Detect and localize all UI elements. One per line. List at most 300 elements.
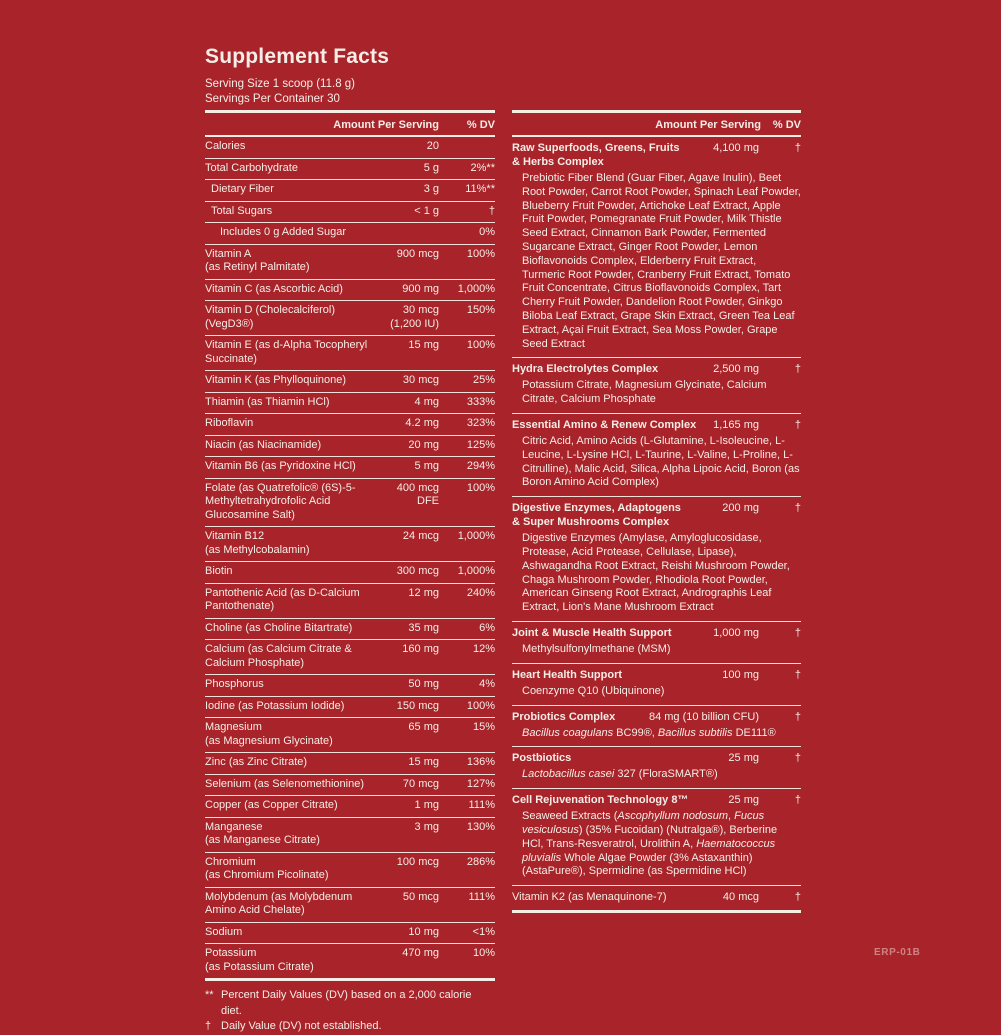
nutrient-name (205, 339, 408, 366)
complex-name-line: & Herbs Complex (512, 156, 604, 168)
nutrient-name (205, 856, 397, 883)
nutrient-row (205, 697, 495, 719)
complex-name-line: Probiotics Complex (512, 710, 616, 723)
ingredient-text: Digestive Enzymes (Amylase, Amyloglucosidase, Protease, Acid Protease, Cellulase, Lipase), Ashwagandha Root Extract, Reishi Mushroom Powder, Chaga Mushroom Powder, Rhodiola Root Powder, American Ginseng Root Extract, Andrographis Leaf Extract, Lion's Mane Mushroom Extract (522, 532, 790, 614)
nutrient-name-line: Selenium (as Selenomethionine) (205, 777, 364, 790)
complex-name (512, 362, 713, 376)
complex-ingredients (512, 682, 801, 699)
nutrient-amount (402, 643, 439, 657)
complex-dv: † (794, 418, 801, 431)
complex-name (512, 890, 723, 904)
nutrient-amount (414, 205, 439, 219)
nutrient-amount (390, 304, 439, 331)
nutrient-amount (408, 721, 439, 735)
complex-name (512, 710, 649, 724)
nutrient-name-line: Vitamin B12 (205, 530, 265, 542)
nutrient-dv: 240% (466, 586, 495, 599)
nutrient-dv: 11%** (465, 183, 495, 195)
complex-dv: † (794, 626, 801, 639)
complex-block (512, 789, 801, 886)
nutrient-dv: 100% (466, 481, 495, 494)
complex-dv: † (794, 502, 801, 515)
nutrient-row (205, 280, 495, 302)
nutrient-amount (405, 417, 439, 431)
nutrient-name-line: Vitamin D (Cholecalciferol) (205, 304, 336, 316)
nutrient-name-line: Niacin (as Niacinamide) (205, 438, 322, 451)
right-column (512, 45, 801, 1035)
complex-name-line: Cell Rejuvenation Technology 8™ (512, 794, 689, 807)
amount-per-serving-header: Amount Per Serving (333, 119, 439, 131)
ingredient-text: Prebiotic Fiber Blend (Guar Fiber, Agave Inulin), Beet Root Powder, Carrot Root Powder, Spinach Leaf Powder, Blueberry Fruit Powder, Artichoke Leaf Extract, Apple Fruit Powder, Pomegranate Fruit Powder, Milk Thistle Seed Extract, Cinnamon Bark Powder, Fermented Sugarcane Extract, Ginger Root Powder, Lemon Bioflavonoids Complex, Elderberry Fruit Extract, Turmeric Root Powder, Cranberry Fruit Extract, Tomato Fruit Concentrate, Citrus Bioflavonoids Complex, Tart Cherry Fruit Powder, Dandelion Root Powder, Ginkgo Biloba Leaf Extract, Grape Skin Extract, Green Tea Leaf Extract, Açaí Fruit Extract, Sea Moss Powder, Grape Seed Extract (522, 172, 801, 350)
complex-row (512, 710, 801, 724)
complex-dv: † (794, 363, 801, 376)
ingredient-text: Potassium Citrate, Magnesium Glycinate, Calcium Citrate, Calcium Phosphate (522, 379, 767, 406)
nutrient-dv: 100% (466, 247, 495, 260)
nutrient-name-line: Manganese (205, 820, 263, 833)
right-table-header (512, 113, 801, 137)
nutrient-amount-line: 10 mg (408, 925, 439, 938)
nutrient-name-line: Sodium (205, 925, 243, 938)
nutrient-dv: 4% (479, 678, 495, 690)
nutrient-amount-line: 70 mcg (402, 777, 439, 790)
complex-name (512, 668, 722, 682)
complex-ingredients (512, 724, 801, 741)
nutrient-name (205, 205, 414, 219)
complex-ingredients (512, 376, 801, 407)
complex-amount: 84 mg (10 billion CFU) (648, 710, 759, 723)
nutrient-amount-line: 5 g (423, 161, 439, 174)
nutrient-name (205, 700, 397, 714)
ingredient-text: Seaweed Extracts ( (522, 810, 618, 823)
nutrient-dv: 1,000% (457, 530, 495, 542)
supplement-facts-panel (205, 45, 801, 1035)
complex-name-line: Vitamin K2 (as Menaquinone-7) (512, 891, 667, 904)
nutrient-name-line: Pantothenic Acid (as D-Calcium (205, 586, 360, 599)
nutrient-row (205, 796, 495, 818)
nutrient-amount-line: 900 mcg (396, 247, 439, 260)
nutrient-amount-line: 20 (426, 140, 439, 152)
nutrient-name-line: (as Manganese Citrate) (205, 834, 320, 846)
complex-name-line: & Super Mushrooms Complex (512, 516, 670, 529)
ingredient-text: Methylsulfonylmethane (MSM) (522, 642, 671, 655)
footnote (205, 988, 495, 1019)
nutrient-amount (397, 700, 439, 714)
nutrient-name (205, 778, 403, 792)
complex-dv: † (794, 142, 801, 154)
nutrient-name (205, 140, 427, 154)
nutrient-name-line: Calcium (as Calcium Citrate & (205, 643, 352, 655)
nutrient-row (205, 775, 495, 797)
nutrient-row (205, 414, 495, 436)
nutrient-dv: 136% (466, 756, 495, 768)
nutrient-amount (408, 587, 439, 601)
nutrient-name (205, 417, 405, 431)
complex-row (512, 751, 801, 765)
complex-dv: † (794, 668, 801, 681)
nutrient-amount (397, 482, 439, 509)
nutrient-dv: 1,000% (457, 282, 495, 295)
nutrient-amount-line: 400 mcg (396, 481, 439, 494)
nutrient-name (205, 678, 408, 692)
nutrient-dv: 130% (466, 820, 495, 833)
complex-amount: 200 mg (722, 502, 759, 515)
nutrient-amount-line: 15 mg (408, 339, 439, 351)
nutrient-amount (424, 162, 439, 176)
nutrient-row (205, 393, 495, 415)
nutrient-row (205, 818, 495, 853)
nutrient-amount (403, 374, 439, 388)
nutrient-row (205, 853, 495, 888)
ingredient-text: ) (35% Fucoidan) (Nutralga®), Berberine HCl, Trans-Resveratrol, Urolithin A, (522, 823, 778, 850)
nutrient-name (205, 926, 408, 940)
nutrient-row (205, 159, 495, 181)
nutrient-name (205, 248, 397, 275)
complex-ingredients (512, 432, 801, 490)
ingredient-text: DE111® (732, 726, 776, 739)
complex-row (512, 141, 801, 169)
complex-row (512, 793, 801, 807)
nutrient-dv: 100% (466, 699, 495, 712)
complex-dv: † (794, 752, 801, 765)
nutrient-name (205, 756, 408, 770)
nutrient-name-line: Vitamin K (as Phylloquinone) (205, 374, 347, 386)
nutrient-dv: 125% (466, 438, 495, 451)
complex-amount: 4,100 mg (713, 142, 759, 154)
complex-ingredients (512, 765, 801, 782)
nutrient-amount (397, 565, 439, 579)
nutrient-dv: † (488, 204, 495, 217)
nutrient-name (205, 622, 408, 636)
complex-block (512, 497, 801, 622)
nutrient-amount-line: 900 mg (402, 282, 439, 295)
footnote-text: Daily Value (DV) not established. (221, 1020, 382, 1032)
nutrient-row (205, 301, 495, 336)
nutrient-dv: 10% (472, 947, 495, 959)
nutrient-name-line: Vitamin A (205, 247, 252, 260)
nutrient-table (205, 137, 495, 978)
complex-name-line: Joint & Muscle Health Support (512, 626, 672, 639)
nutrient-row (205, 562, 495, 584)
percent-dv-header: % DV (772, 119, 801, 131)
nutrient-amount-line: DFE (417, 495, 439, 507)
footnote-marker: ** (205, 989, 214, 1001)
nutrient-dv: 286% (466, 855, 495, 868)
nutrient-dv: 6% (479, 621, 495, 634)
nutrient-row (205, 245, 495, 280)
nutrient-name-line: Zinc (as Zinc Citrate) (205, 756, 308, 768)
nutrient-name (205, 565, 397, 579)
ingredient-text: BC99®, (613, 726, 658, 739)
complex-amount: 25 mg (728, 794, 759, 807)
complex-amount: 25 mg (728, 752, 759, 765)
nutrient-row (205, 479, 495, 528)
nutrient-name-line: (as Magnesium Glycinate) (205, 734, 333, 747)
nutrient-name (205, 821, 415, 848)
nutrient-amount-line: 35 mg (408, 621, 439, 634)
nutrient-name (205, 460, 415, 474)
nutrient-amount-line: 50 mg (408, 678, 439, 690)
complex-block (512, 414, 801, 497)
nutrient-amount-line: 20 mg (408, 438, 439, 451)
complex-row (512, 362, 801, 376)
nutrient-amount (415, 396, 439, 410)
product-code: ERP-01B (874, 947, 921, 958)
complex-dv: † (794, 794, 801, 807)
nutrient-name-line: Total Sugars (211, 204, 273, 217)
nutrient-amount (402, 283, 439, 297)
nutrient-name (205, 162, 424, 176)
nutrient-amount-line: 12 mg (408, 586, 439, 599)
nutrient-amount (415, 821, 439, 835)
nutrient-name-line: Iodine (as Potassium Iodide) (205, 699, 345, 712)
nutrient-row (205, 137, 495, 159)
complex-name-line: Essential Amino & Renew Complex (512, 418, 697, 431)
nutrient-amount (403, 778, 439, 792)
divider-thick (205, 978, 495, 981)
ingredient-text: 327 (FloraSMART®) (614, 768, 718, 781)
nutrient-dv: 0% (479, 226, 495, 238)
nutrient-name-line: Copper (as Copper Citrate) (205, 799, 338, 811)
nutrient-row (205, 371, 495, 393)
divider-thick (512, 910, 801, 913)
nutrient-row (205, 457, 495, 479)
serving-size: Serving Size 1 scoop (11.8 g) (205, 78, 356, 90)
nutrient-name (205, 396, 415, 410)
complex-name-line: Raw Superfoods, Greens, Fruits (512, 142, 680, 154)
nutrient-name-line: (as Potassium Citrate) (205, 960, 314, 973)
nutrient-dv: 15% (472, 721, 495, 733)
nutrient-name (205, 799, 415, 813)
nutrient-amount (415, 799, 439, 813)
nutrient-amount-line: 65 mg (408, 721, 439, 733)
nutrient-amount (408, 926, 439, 940)
nutrient-dv: 12% (472, 643, 495, 655)
nutrient-name-line: Chromium (205, 855, 256, 868)
nutrient-name-line: Amino Acid Chelate) (205, 904, 305, 916)
nutrient-amount-line: 50 mcg (402, 890, 439, 903)
nutrient-amount-line: 100 mcg (396, 855, 439, 868)
complex-block (512, 137, 801, 358)
nutrient-dv: 111% (468, 890, 495, 903)
footnote-marker: † (205, 1020, 212, 1032)
nutrient-name-line: Vitamin E (as d-Alpha Tocopheryl (205, 339, 368, 351)
nutrient-amount-line: < 1 g (414, 204, 439, 217)
nutrient-name-line: Vitamin B6 (as Pyridoxine HCl) (205, 460, 356, 472)
footnotes (205, 988, 495, 1035)
nutrient-name (205, 439, 408, 453)
nutrient-dv: 2%** (470, 161, 495, 174)
nutrient-name-line: Phosphorus (205, 678, 264, 690)
nutrient-name-line: Glucosamine Salt) (205, 508, 295, 521)
complex-ingredients (512, 640, 801, 657)
nutrient-name-line: Biotin (205, 565, 233, 577)
ingredient-species-italic: Haematococcus pluvialis (522, 837, 776, 864)
nutrient-name-line: Potassium (205, 947, 257, 959)
nutrient-name-line: Dietary Fiber (211, 183, 274, 195)
nutrient-name-line: (as Retinyl Palmitate) (205, 261, 310, 273)
nutrient-row (205, 436, 495, 458)
left-table-header (205, 113, 495, 137)
ingredient-text: Citric Acid, Amino Acids (L-Glutamine, L-Isoleucine, L-Leucine, L-Lysine HCl, L-Taurine, L-Valine, L-Proline, L-Citrulline), Malic Acid, Silica, Alpha Lipoic Acid, Boron (as Boron Amino Acid Complex) (522, 434, 800, 489)
complex-block (512, 622, 801, 664)
complex-row (512, 626, 801, 640)
nutrient-dv: 150% (466, 304, 495, 316)
nutrient-amount-line: 3 g (423, 183, 439, 195)
nutrient-name-line: Molybdenum (as Molybdenum (205, 890, 353, 903)
panel-title: Supplement Facts (205, 45, 390, 68)
nutrient-name (205, 587, 408, 614)
nutrient-name-line: Methyltetrahydrofolic Acid (205, 495, 331, 507)
complex-ingredients (512, 169, 801, 351)
complex-amount: 2,500 mg (713, 363, 759, 376)
nutrient-amount (402, 947, 439, 961)
complex-row (512, 890, 801, 904)
nutrient-dv: 1,000% (457, 565, 495, 577)
nutrient-name (205, 482, 397, 523)
nutrient-amount-line: 24 mcg (402, 530, 439, 542)
complex-name (512, 501, 722, 529)
nutrient-row (205, 753, 495, 775)
ingredient-species-italic: Bacillus coagulans (522, 726, 614, 739)
nutrient-dv: 294% (466, 460, 495, 472)
complex-name (512, 751, 728, 765)
nutrient-name (205, 374, 403, 388)
complex-block (512, 886, 801, 910)
nutrient-row (205, 619, 495, 641)
complex-name (512, 793, 728, 807)
nutrient-name (205, 721, 408, 748)
nutrient-name (205, 891, 403, 918)
nutrient-name-line: Riboflavin (205, 417, 254, 429)
nutrient-row (205, 223, 495, 245)
nutrient-amount-line: 160 mg (402, 643, 439, 655)
nutrient-row (205, 180, 495, 202)
ingredient-text: Coenzyme Q10 (Ubiquinone) (522, 684, 665, 697)
complex-amount: 40 mcg (722, 891, 759, 904)
footnote (205, 1019, 495, 1035)
ingredient-text: Whole Algae Powder (3% Astaxanthin) (AstaPure®), Spermidine (as Spermidine HCl) (522, 851, 753, 878)
percent-dv-header: % DV (466, 119, 495, 131)
nutrient-amount (397, 856, 439, 870)
nutrient-dv: 111% (468, 799, 495, 811)
nutrient-amount-line: 30 mcg (402, 304, 439, 316)
nutrient-amount (408, 339, 439, 353)
nutrient-amount-line: 470 mg (402, 947, 439, 959)
complex-ingredients (512, 807, 801, 879)
complex-amount: 1,165 mg (713, 418, 759, 431)
nutrient-name-line: (as Methylcobalamin) (205, 543, 310, 556)
nutrient-amount (408, 439, 439, 453)
nutrient-dv: 100% (466, 339, 495, 351)
nutrient-row (205, 584, 495, 619)
nutrient-amount (403, 530, 439, 544)
complex-name-line: Digestive Enzymes, Adaptogens (512, 502, 681, 515)
nutrient-name-line: Total Carbohydrate (205, 161, 298, 174)
nutrient-name-line: Magnesium (205, 721, 262, 733)
nutrient-name (205, 643, 402, 670)
nutrient-name (205, 304, 390, 331)
nutrient-row (205, 718, 495, 753)
nutrient-row (205, 640, 495, 675)
complex-name (512, 626, 713, 640)
nutrient-amount-line: 30 mcg (402, 374, 439, 386)
nutrient-row (205, 675, 495, 697)
nutrient-amount-line: 4.2 mg (405, 417, 439, 429)
complex-block (512, 358, 801, 414)
ingredient-species-italic: Fucus vesiculosus (522, 810, 765, 836)
complex-block (512, 747, 801, 789)
ingredient-species-italic: Lactobacillus casei (522, 768, 615, 781)
complex-table (512, 137, 801, 910)
nutrient-amount (408, 622, 439, 636)
complex-ingredients (512, 529, 801, 615)
ingredient-text: , (728, 810, 735, 823)
footnote-text: Percent Daily Values (DV) based on a 2,000 calorie diet. (221, 989, 472, 1017)
nutrient-amount-line: 5 mg (414, 460, 439, 472)
nutrient-dv: 333% (466, 395, 495, 408)
nutrient-name-line: Thiamin (as Thiamin HCl) (205, 395, 330, 408)
complex-dv: † (794, 710, 801, 723)
nutrient-name (205, 530, 403, 557)
nutrient-amount-line: 3 mg (414, 820, 439, 833)
nutrient-name-line: Choline (as Choline Bitartrate) (205, 621, 353, 634)
nutrient-name (205, 183, 424, 197)
nutrient-amount (403, 891, 439, 905)
complex-row (512, 668, 801, 682)
nutrient-name-line: Vitamin C (as Ascorbic Acid) (205, 282, 343, 295)
nutrient-name-line: (as Chromium Picolinate) (205, 869, 329, 881)
nutrient-row (205, 202, 495, 224)
nutrient-row (205, 888, 495, 923)
nutrient-dv: 25% (472, 374, 495, 386)
nutrient-name (205, 283, 402, 297)
nutrient-dv: <1% (472, 925, 495, 938)
nutrient-amount (427, 140, 439, 154)
complex-amount: 1,000 mg (713, 626, 759, 639)
nutrient-amount-line: 15 mg (408, 756, 439, 768)
nutrient-name-line: (VegD3®) (205, 317, 254, 330)
nutrient-amount-line: (1,200 IU) (390, 317, 439, 330)
nutrient-name-line: Calcium Phosphate) (205, 656, 305, 669)
left-column (205, 45, 495, 1035)
complex-row (512, 418, 801, 432)
nutrient-amount-line: 4 mg (414, 395, 439, 408)
complex-block (512, 664, 801, 706)
complex-name (512, 418, 713, 432)
complex-block (512, 706, 801, 748)
nutrient-amount (408, 756, 439, 770)
nutrient-name (205, 226, 439, 240)
nutrient-amount-line: 300 mcg (396, 565, 439, 577)
nutrient-amount (424, 183, 439, 197)
nutrient-name-line: Includes 0 g Added Sugar (220, 226, 346, 238)
nutrient-dv: 323% (466, 417, 495, 429)
nutrient-name-line: Folate (as Quatrefolic® (6S)-5- (205, 481, 356, 494)
nutrient-amount-line: 1 mg (414, 799, 439, 811)
complex-dv: † (794, 891, 801, 904)
nutrient-row (205, 923, 495, 945)
ingredient-species-italic: Bacillus subtilis (657, 726, 733, 739)
nutrient-amount-line: 150 mcg (396, 699, 439, 712)
nutrient-name-line: Calories (205, 140, 246, 152)
nutrient-row (205, 527, 495, 562)
nutrient-dv: 127% (466, 777, 495, 790)
complex-name-line: Hydra Electrolytes Complex (512, 363, 659, 376)
servings-per-container: Servings Per Container 30 (205, 93, 340, 105)
nutrient-name (205, 947, 402, 974)
ingredient-species-italic: Ascophyllum nodosum (617, 810, 729, 823)
complex-amount: 100 mg (722, 668, 759, 681)
